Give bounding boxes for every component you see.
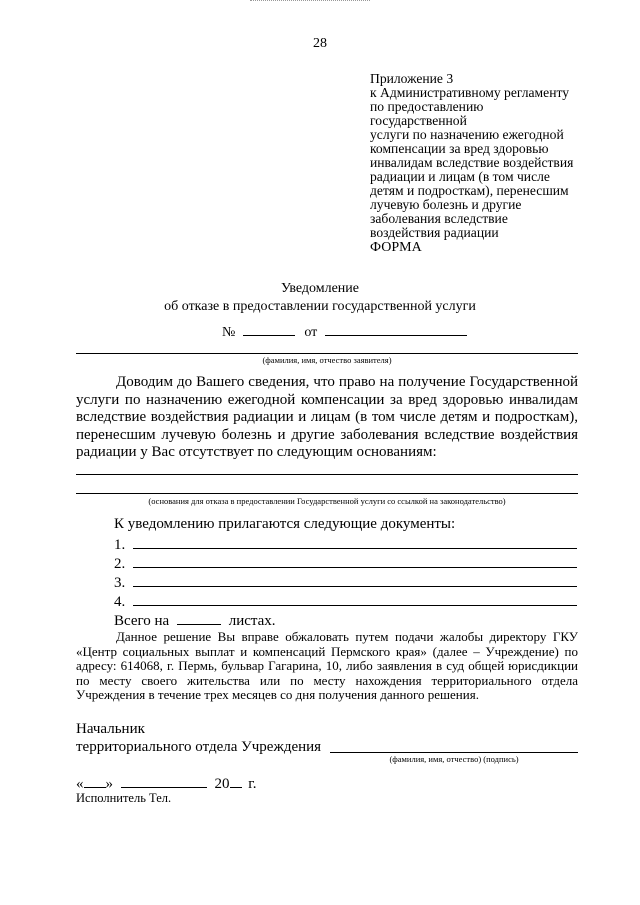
- appendix-line: лучевую болезнь и другие: [370, 197, 522, 212]
- notice-subtitle: об отказе в предоставлении государственной услуги: [164, 299, 476, 314]
- attachment-field[interactable]: [133, 592, 577, 606]
- attachment-number: 3.: [114, 575, 126, 591]
- signer-department: территориального отдела Учреждения: [76, 739, 322, 755]
- appendix-header: [370, 72, 573, 240]
- attachment-item: [114, 554, 577, 573]
- attachment-item: [114, 592, 577, 611]
- notice-title: Уведомление: [280, 281, 359, 296]
- sheet-count-field[interactable]: [177, 611, 221, 625]
- form-label: ФОРМА: [370, 240, 422, 255]
- month-field[interactable]: [121, 774, 207, 788]
- appendix-line: услуги по назначению ежегодной: [370, 127, 564, 142]
- notice-number-field[interactable]: [243, 322, 295, 336]
- attachment-field[interactable]: [133, 573, 577, 587]
- refusal-paragraph: [76, 374, 578, 462]
- appendix-line: детям и подросткам), перенесшим: [370, 183, 569, 198]
- total-sheets-row: [114, 611, 276, 630]
- signer-caption: (фамилия, имя, отчество) (подпись): [389, 754, 519, 764]
- signer-title: Начальник: [76, 721, 145, 737]
- appendix-line: воздействия радиации: [370, 225, 499, 240]
- appendix-line: компенсации за вред здоровью: [370, 141, 549, 156]
- appendix-line: заболевания вследствие: [370, 211, 508, 226]
- applicant-caption: (фамилия, имя, отчество заявителя): [262, 355, 392, 365]
- attachment-field[interactable]: [133, 554, 577, 568]
- attachment-number: 1.: [114, 537, 126, 553]
- appeal-paragraph: [76, 630, 578, 703]
- executor-line: Исполнитель Тел.: [76, 791, 172, 805]
- attachment-item: [114, 573, 577, 592]
- appeal-text: Данное решение Вы вправе обжаловать путем подачи жалобы директору ГКУ «Центр социальных выплат и компенсаций Пермского края» (далее – Учреждение) по адресу: 614068, г. Пермь, бульвар Гагарина, 10, либо заявления в суд общей юрисдикции по месту своего жительства или по месту нахождения территориального отдела Учреждения в течение трех месяцев со дня получения данного решения.: [76, 629, 578, 703]
- page-number: 28: [313, 36, 327, 51]
- notice-date-field[interactable]: [325, 322, 467, 336]
- attachment-number: 4.: [114, 594, 126, 610]
- grounds-line-1[interactable]: [76, 474, 578, 475]
- total-suffix: листах.: [228, 613, 276, 629]
- attachments-heading: К уведомлению прилагаются следующие документы:: [114, 516, 456, 532]
- grounds-caption: (основания для отказа в предоставлении Государственной услуги со ссылкой на законодательство): [148, 496, 506, 506]
- notice-number-row: [222, 322, 467, 341]
- date-prefix: от: [304, 325, 318, 340]
- appendix-line: радиации и лицам (в том числе: [370, 169, 550, 184]
- year-suffix: г.: [248, 776, 257, 792]
- attachment-field[interactable]: [133, 535, 577, 549]
- appendix-line: инвалидам вследствие воздействия: [370, 155, 574, 170]
- applicant-name-line[interactable]: [76, 353, 578, 354]
- appendix-line: к Административному регламенту: [370, 85, 570, 100]
- date-close-quote: »: [105, 776, 113, 792]
- scan-artifact-line: [250, 0, 370, 3]
- attachment-number: 2.: [114, 556, 126, 572]
- total-prefix: Всего на: [114, 613, 170, 629]
- appendix-line: Приложение 3: [370, 71, 454, 86]
- appendix-line: по предоставлению: [370, 99, 484, 114]
- year-field[interactable]: [230, 774, 242, 788]
- signer-line[interactable]: [330, 752, 578, 753]
- day-field[interactable]: [84, 774, 106, 788]
- number-sign: №: [222, 325, 236, 340]
- appendix-line: государственной: [370, 113, 467, 128]
- refusal-text: Доводим до Вашего сведения, что право на получение Государственной услуги по назначению ежегодной компенсации за вред здоровью инвалидам вследствие воздействия радиации и лицам (в том числе детям и подросткам), перенесшим лучевую болезнь и другие заболевания вследствие воздействия радиации у Вас отсутствует по следующим основаниям:: [76, 374, 578, 460]
- grounds-line-2[interactable]: [76, 493, 578, 494]
- date-open-quote: «: [76, 776, 84, 792]
- attachment-item: [114, 535, 577, 554]
- year-prefix: 20: [214, 776, 230, 792]
